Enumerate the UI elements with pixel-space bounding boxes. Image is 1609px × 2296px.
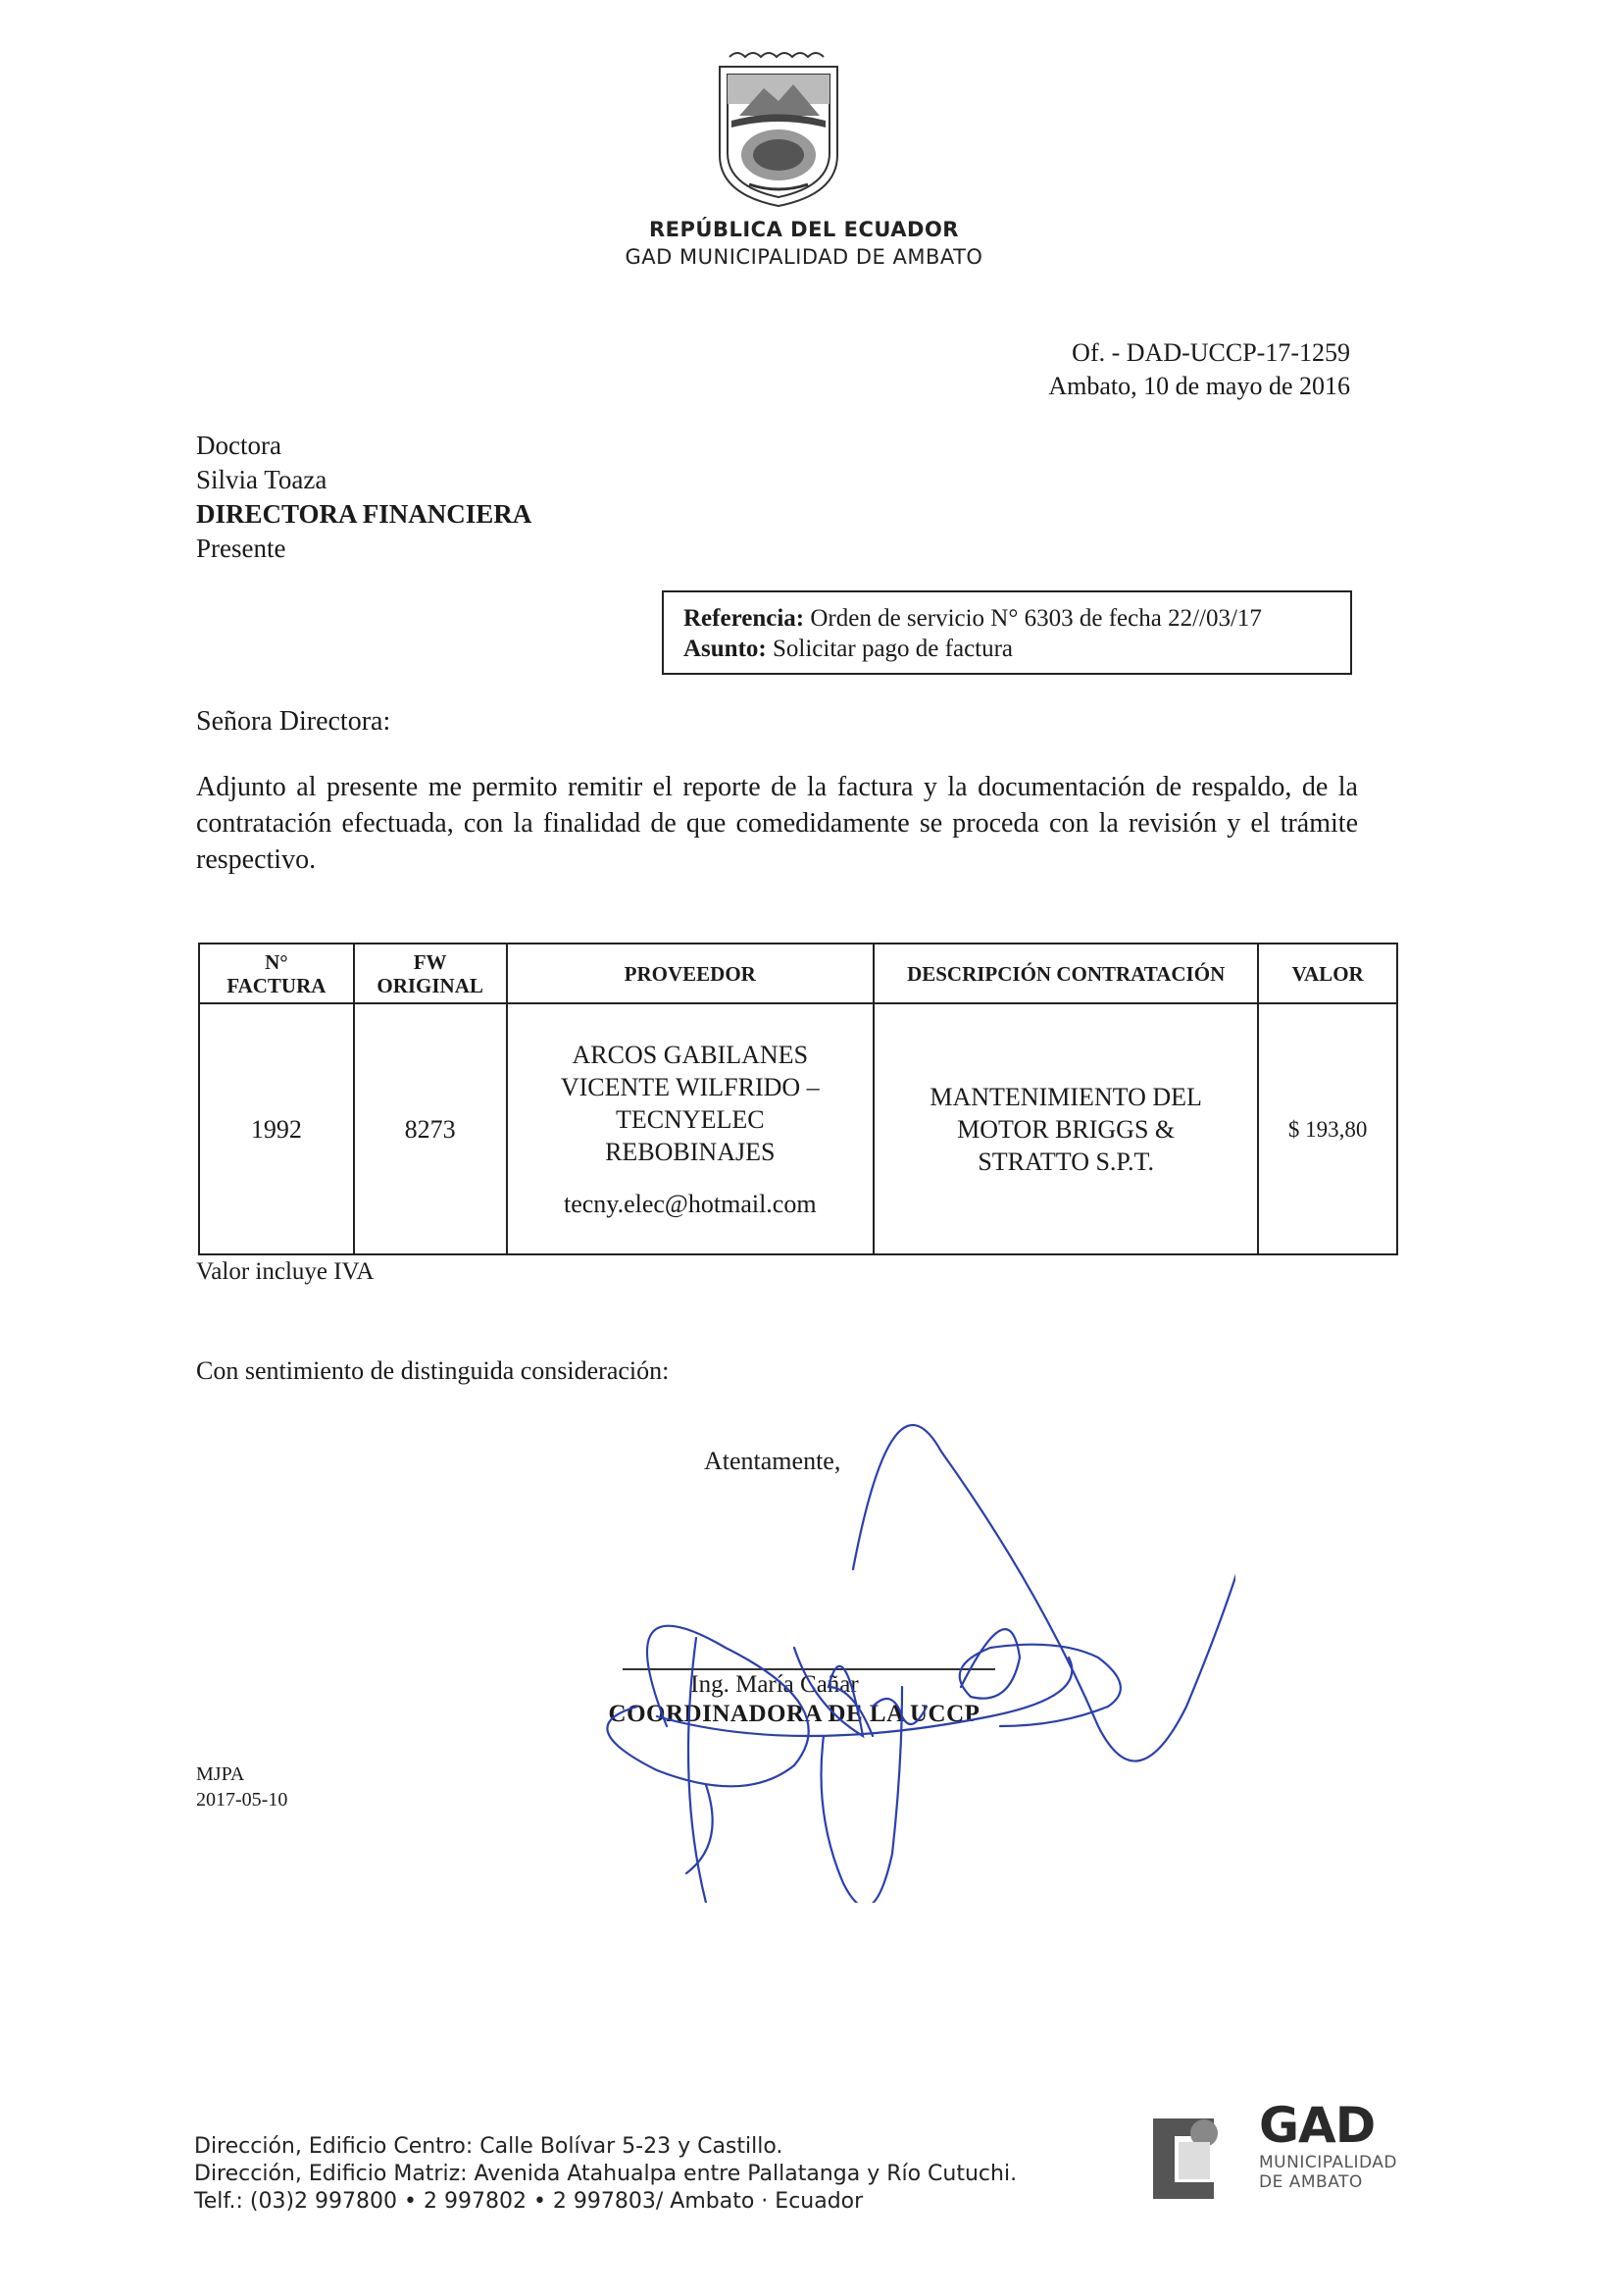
header-provider: PROVEEDOR bbox=[507, 944, 875, 1003]
cell-description bbox=[874, 1003, 1258, 1254]
provider-email: tecny.elec@hotmail.com bbox=[563, 1189, 817, 1218]
cell-provider bbox=[507, 1003, 875, 1254]
header-fw-line2: ORIGINAL bbox=[377, 973, 483, 997]
table-row bbox=[199, 1003, 1397, 1254]
header-invoice-line1: N° bbox=[265, 949, 288, 974]
header-fw-original bbox=[354, 944, 507, 1003]
recipient-position: DIRECTORA FINANCIERA bbox=[196, 499, 532, 529]
footer-line: Dirección, Edificio Matriz: Avenida Atahualpa entre Pallatanga y Río Cutuchi. bbox=[194, 2162, 1018, 2186]
description-line: MOTOR BRIGGS & bbox=[957, 1114, 1176, 1144]
initials: MJPA bbox=[196, 1763, 245, 1785]
cell-value: $ 193,80 bbox=[1258, 1003, 1397, 1254]
closing-line: Con sentimiento de distinguida consideración: bbox=[196, 1356, 670, 1385]
reference-label: Referencia: bbox=[683, 605, 805, 632]
oficio-number: Of. - DAD-UCCP-17-1259 bbox=[1072, 338, 1350, 367]
reference-value: Orden de servicio N° 6303 de fecha 22//03/17 bbox=[810, 605, 1262, 632]
recipient-presente: Presente bbox=[196, 534, 286, 563]
reference-box bbox=[662, 590, 1352, 675]
header-invoice-line2: FACTURA bbox=[226, 973, 327, 997]
header-institution: GAD MUNICIPALIDAD DE AMBATO bbox=[625, 245, 983, 269]
signer-title: COORDINADORA DE LA UCCP bbox=[608, 1701, 980, 1727]
oficio-place-date: Ambato, 10 de mayo de 2016 bbox=[1048, 372, 1350, 400]
recipient-title: Doctora bbox=[196, 431, 281, 460]
header-invoice-number bbox=[199, 944, 354, 1003]
coat-of-arms-icon bbox=[710, 47, 847, 212]
initials-date: 2017-05-10 bbox=[196, 1789, 288, 1811]
gad-logo-sub2: DE AMBATO bbox=[1259, 2172, 1363, 2192]
provider-line: REBOBINAJES bbox=[605, 1137, 776, 1166]
reference-line bbox=[683, 603, 1331, 634]
salutation: Señora Directora: bbox=[196, 706, 391, 737]
iva-note: Valor incluye IVA bbox=[196, 1258, 375, 1285]
subject-line bbox=[683, 634, 1331, 664]
initials-block bbox=[196, 1761, 287, 1812]
oficio-block bbox=[1048, 336, 1350, 403]
handwritten-signature bbox=[549, 1393, 1235, 1903]
footer-line: Dirección, Edificio Centro: Calle Bolívar 5-23 y Castillo. bbox=[194, 2134, 783, 2159]
body-paragraph: Adjunto al presente me permito remitir el reporte de la factura y la documentación de respaldo, de la contratación efectuada, con la finalidad de que comedidamente se proceda con la revisión y el trámite respectivo. bbox=[196, 772, 1358, 875]
subject-label: Asunto: bbox=[683, 636, 767, 662]
header-country: REPÚBLICA DEL ECUADOR bbox=[649, 218, 959, 241]
description-line: STRATTO S.P.T. bbox=[978, 1147, 1154, 1176]
provider-line: TECNYELEC bbox=[615, 1104, 765, 1134]
gad-logo-name: GAD bbox=[1259, 2097, 1376, 2154]
subject-value: Solicitar pago de factura bbox=[773, 636, 1014, 662]
provider-line: VICENTE WILFRIDO – bbox=[560, 1072, 820, 1101]
provider-line: ARCOS GABILANES bbox=[572, 1040, 809, 1069]
footer-line: Telf.: (03)2 997800 • 2 997802 • 2 997803/ Ambato · Ecuador bbox=[194, 2189, 864, 2214]
invoice-table bbox=[198, 943, 1398, 1255]
table-header-row bbox=[199, 944, 1397, 1003]
header-description: DESCRIPCIÓN CONTRATACIÓN bbox=[874, 944, 1258, 1003]
header-fw-line1: FW bbox=[413, 949, 447, 974]
gad-logo-sub1: MUNICIPALIDAD bbox=[1259, 2153, 1398, 2172]
recipient-name: Silvia Toaza bbox=[196, 465, 327, 494]
cell-fw-original: 8273 bbox=[354, 1003, 507, 1254]
regards: Atentamente, bbox=[704, 1447, 841, 1475]
header-value: VALOR bbox=[1258, 944, 1397, 1003]
description-line: MANTENIMIENTO DEL bbox=[930, 1082, 1202, 1111]
cell-invoice-number: 1992 bbox=[199, 1003, 354, 1254]
footer-address bbox=[194, 2133, 1017, 2216]
signer-name: Ing. María Cañar bbox=[690, 1671, 859, 1698]
